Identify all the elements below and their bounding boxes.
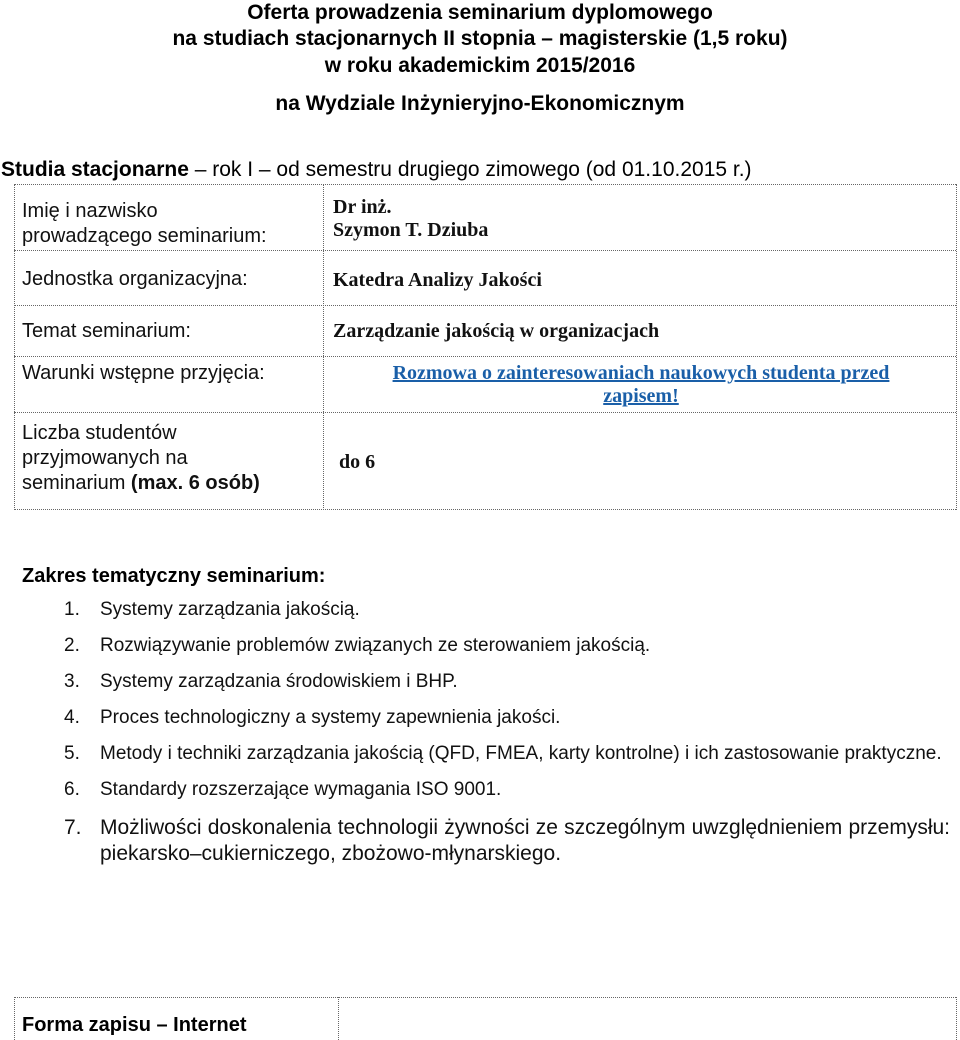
- list-item: 4. Proces technologiczny a systemy zapewnienia jakości.: [64, 707, 561, 728]
- table-right-border: [956, 184, 957, 510]
- enrollment-table-divider: [338, 997, 339, 1040]
- topic-value: Zarządzanie jakością w organizacjach: [333, 320, 660, 342]
- table-row-divider-3: [14, 356, 956, 357]
- student-count-label: Liczba studentów przyjmowanych na seminarium (max. 6 osób): [22, 422, 260, 494]
- list-item: 2. Rozwiązywanie problemów związanych ze sterowaniem jakością.: [64, 635, 651, 656]
- conditions-value: Rozmowa o zainteresowaniach naukowych studenta przed zapisem!: [392, 362, 890, 407]
- study-mode-line: [1, 157, 752, 183]
- student-count-value: do 6: [339, 451, 376, 473]
- table-row-divider-4: [14, 412, 956, 413]
- table-column-divider: [323, 184, 324, 510]
- faculty-title: na Wydziale Inżynieryjno-Ekonomicznym: [275, 92, 685, 115]
- document-title-line-2: na studiach stacjonarnych II stopnia – magisterskie (1,5 roku): [172, 27, 788, 50]
- list-item: 1. Systemy zarządzania jakością.: [64, 599, 360, 620]
- enrollment-table-top-border: [14, 997, 956, 998]
- unit-label: Jednostka organizacyjna:: [22, 268, 248, 290]
- enrollment-table-left-border: [14, 997, 15, 1040]
- list-item: 3. Systemy zarządzania środowiskiem i BHP.: [64, 671, 458, 692]
- document-title-line-1: Oferta prowadzenia seminarium dyplomowego: [247, 1, 713, 24]
- supervisor-name-value: Dr inż. Szymon T. Dziuba: [333, 196, 489, 241]
- table-row-divider-2: [14, 305, 956, 306]
- enrollment-table-right-border: [956, 997, 957, 1040]
- list-item: 5. Metody i techniki zarządzania jakością (QFD, FMEA, karty kontrolne) i ich zastosowanie praktyczne.: [64, 743, 942, 764]
- topic-label: Temat seminarium:: [22, 320, 191, 342]
- unit-value: Katedra Analizy Jakości: [333, 269, 542, 291]
- list-item: 7. Możliwości doskonalenia technologii żywności ze szczególnym uwzględnieniem przemysłu: piekarsko–cukierniczego, zbożowo-młynarskiego.: [64, 816, 950, 865]
- table-row-divider-1: [14, 250, 956, 251]
- topic-list: [22, 597, 950, 867]
- conditions-label: Warunki wstępne przyjęcia:: [22, 362, 265, 384]
- enrollment-method-label: Forma zapisu – Internet: [22, 1014, 247, 1036]
- list-item: 6. Standardy rozszerzające wymagania ISO 9001.: [64, 779, 502, 800]
- table-top-border: [14, 184, 956, 185]
- study-term: – rok I – od semestru drugiego zimowego (od 01.10.2015 r.): [188, 158, 752, 181]
- scope-title: Zakres tematyczny seminarium:: [22, 565, 326, 587]
- table-bottom-border: [14, 509, 956, 510]
- table-left-border: [14, 184, 15, 510]
- study-mode: Studia stacjonarne: [1, 158, 189, 181]
- document-title-line-3: w roku akademickim 2015/2016: [324, 54, 636, 77]
- supervisor-name-label: Imię i nazwisko prowadzącego seminarium:: [22, 200, 267, 247]
